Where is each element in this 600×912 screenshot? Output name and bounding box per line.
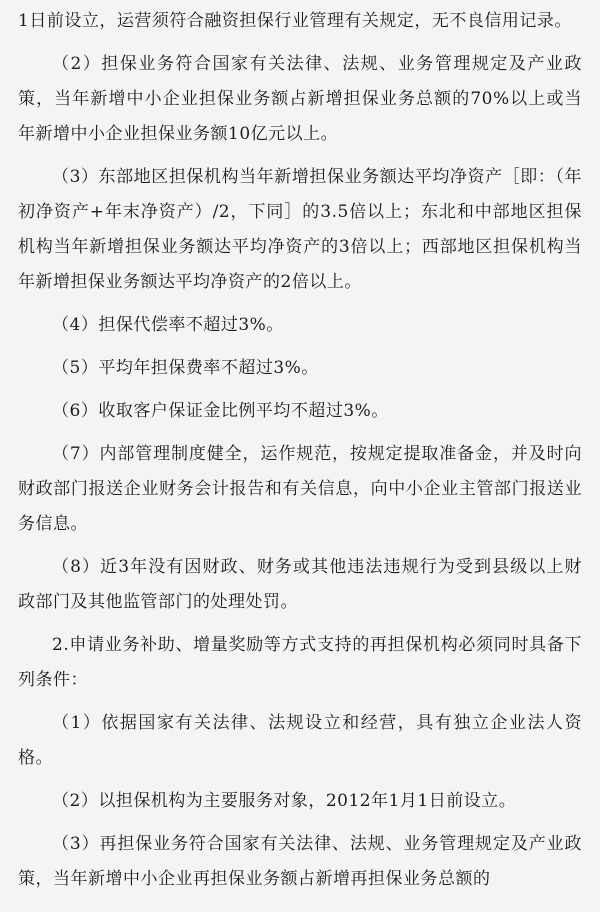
- paragraph-item-8: （8）近3年没有因财政、财务或其他违法违规行为受到县级以上财政部门及其他监管部门的处理处罚。: [18, 557, 582, 612]
- paragraph-item-3: （3）东部地区担保机构当年新增担保业务额达平均净资产［即：（年初净资产+年末净资产）/2，下同］的3.5倍以上；东北和中部地区担保机构当年新增担保业务额达平均净资产的3倍以上；西部地区担保机构当年新增担保业务额达平均净资产的2倍以上。: [18, 167, 582, 292]
- paragraph-item-5: （5）平均年担保费率不超过3%。: [52, 358, 319, 378]
- paragraph-item-6: （6）收取客户保证金比例平均不超过3%。: [52, 401, 389, 421]
- paragraph-item-4: （4）担保代偿率不超过3%。: [52, 315, 284, 335]
- paragraph-reguarantee-2: （2）以担保机构为主要服务对象，2012年1月1日前设立。: [52, 791, 517, 811]
- section-heading-2: 2.申请业务补助、增量奖励等方式支持的再担保机构必须同时具备下列条件：: [18, 635, 582, 690]
- paragraph-item-7: （7）内部管理制度健全，运作规范，按规定提取准备金，并及时向财政部门报送企业财务会计报告和有关信息，向中小企业主管部门报送业务信息。: [18, 444, 582, 534]
- paragraph-reguarantee-1: （1）依据国家有关法律、法规设立和经营，具有独立企业法人资格。: [18, 713, 582, 768]
- paragraph-continuation: 1日前设立，运营须符合融资担保行业管理有关规定，无不良信用记录。: [18, 11, 572, 31]
- paragraph-reguarantee-3: （3）再担保业务符合国家有关法律、法规、业务管理规定及产业政策，当年新增中小企业再担保业务额占新增再担保业务总额的: [18, 834, 582, 889]
- paragraph-item-2: （2）担保业务符合国家有关法律、法规、业务管理规定及产业政策，当年新增中小企业担保业务额占新增担保业务总额的70%以上或当年新增中小企业担保业务额10亿元以上。: [18, 54, 582, 144]
